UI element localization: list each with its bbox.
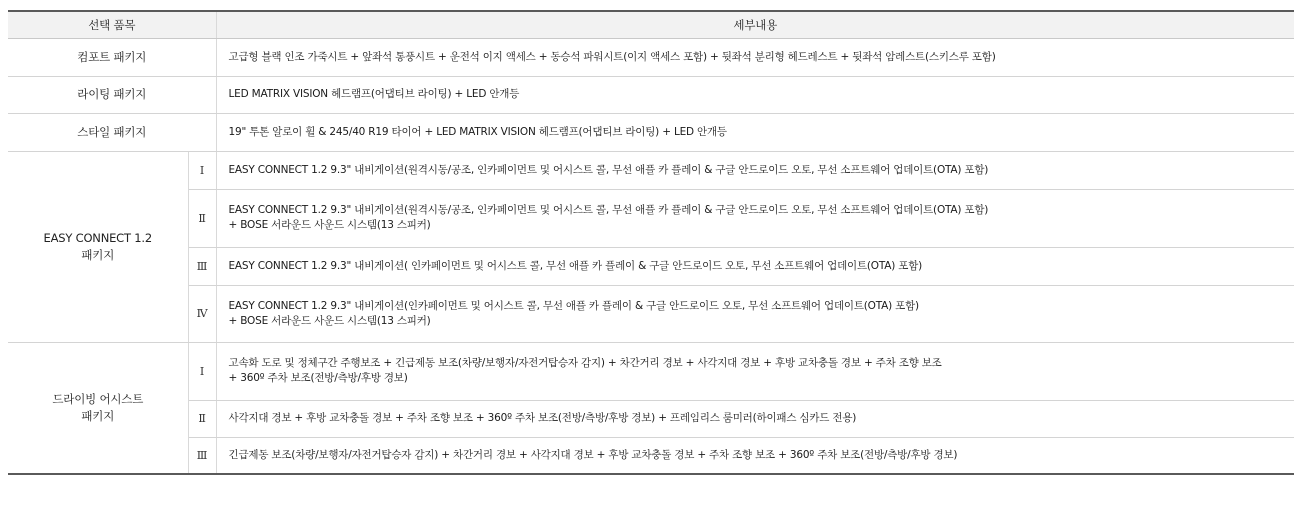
detail-line: + BOSE 서라운드 사운드 시스템(13 스피커): [228, 314, 431, 327]
detail-line: 긴급제동 보조(차량/보행자/자전거탑승자 감지) + 차간거리 경보 + 사각지대 경보 + 후방 교차충돌 경보 + 주차 조향 보조 + 360º 주차 보조(전방/측방/후방 경보): [228, 448, 958, 461]
option-detail: [216, 400, 1294, 437]
detail-line: 고속화 도로 및 정체구간 주행보조 + 긴급제동 보조(차량/보행자/자전거탑승자 감지) + 차간거리 경보 + 사각지대 경보 + 후방 교차충돌 경보 + 주차 조향 보조: [228, 357, 942, 369]
table-row-driving-assist-1: [8, 342, 1294, 400]
grade-label: Ⅱ: [188, 189, 216, 247]
table-header-row: [8, 11, 1294, 38]
table-row-easy-connect-3: [8, 247, 1294, 285]
grade-label: Ⅳ: [188, 285, 216, 342]
option-detail: [216, 151, 1294, 189]
detail-line: EASY CONNECT 1.2 9.3" 내비게이션(원격시동/공조, 인카페이먼트 및 어시스트 콜, 무선 애플 카 플레이 & 구글 안드로이드 오토, 무선 소프트웨어 업데이트(OTA) 포함): [228, 163, 989, 176]
table-row-style: [8, 113, 1294, 151]
option-detail: [216, 247, 1294, 285]
package-detail-lighting: LED MATRIX VISION 헤드램프(어댑티브 라이팅) + LED 안개등: [216, 76, 1294, 113]
detail-line: EASY CONNECT 1.2 9.3" 내비게이션(인카페이먼트 및 어시스트 콜, 무선 애플 카 플레이 & 구글 안드로이드 오토, 무선 소프트웨어 업데이트(OTA) 포함): [228, 299, 919, 312]
table-row-easy-connect-4: [8, 285, 1294, 342]
package-name-style: 스타일 패키지: [8, 113, 216, 151]
grade-label: Ⅲ: [188, 437, 216, 474]
package-detail-comfort: 고급형 블랙 인조 가죽시트 + 앞좌석 통풍시트 + 운전석 이지 액세스 + 동승석 파워시트(이지 액세스 포함) + 뒷좌석 분리형 헤드레스트 + 뒷좌석 암레스트(스키스루 포함): [216, 38, 1294, 76]
package-name-driving-assist: [8, 342, 188, 474]
detail-line: 사각지대 경보 + 후방 교차충돌 경보 + 주차 조향 보조 + 360º 주차 보조(전방/측방/후방 경보) + 프레임리스 룸미러(하이패스 심카드 전용): [228, 412, 857, 424]
header-detail-cell: 세부내용: [216, 11, 1294, 38]
table-row-lighting: [8, 76, 1294, 113]
grade-label: Ⅱ: [188, 400, 216, 437]
grade-label: Ⅰ: [188, 151, 216, 189]
package-name-lighting: 라이팅 패키지: [8, 76, 216, 113]
grade-label: Ⅲ: [188, 247, 216, 285]
detail-line: EASY CONNECT 1.2 9.3" 내비게이션(원격시동/공조, 인카페이먼트 및 어시스트 콜, 무선 애플 카 플레이 & 구글 안드로이드 오토, 무선 소프트웨어 업데이트(OTA) 포함): [228, 204, 989, 216]
package-name-line: 패키지: [81, 408, 115, 423]
option-detail: [216, 437, 1294, 474]
package-name-line: 드라이빙 어시스트: [52, 391, 144, 406]
option-detail: [216, 189, 1294, 247]
header-item-cell: 선택 품목: [8, 11, 216, 38]
package-name-easy-connect: [8, 151, 188, 342]
table-row-easy-connect-2: [8, 189, 1294, 247]
detail-line: + 360º 주차 보조(전방/측방/후방 경보): [228, 372, 408, 384]
table-row-driving-assist-3: [8, 437, 1294, 474]
detail-line: EASY CONNECT 1.2 9.3" 내비게이션( 인카페이먼트 및 어시스트 콜, 무선 애플 카 플레이 & 구글 안드로이드 오토, 무선 소프트웨어 업데이트(OTA) 포함): [228, 259, 923, 272]
package-name-line: 패키지: [81, 247, 115, 262]
package-options-table: [8, 10, 1294, 475]
package-detail-style: 19" 투톤 알로이 휠 & 245/40 R19 타이어 + LED MATRIX VISION 헤드램프(어댑티브 라이팅) + LED 안개등: [216, 113, 1294, 151]
detail-line: + BOSE 서라운드 사운드 시스템(13 스피커): [228, 219, 431, 231]
table-row-easy-connect-1: [8, 151, 1294, 189]
package-name-line: EASY CONNECT 1.2: [43, 230, 152, 245]
package-name-comfort: 컴포트 패키지: [8, 38, 216, 76]
grade-label: Ⅰ: [188, 342, 216, 400]
table-row-driving-assist-2: [8, 400, 1294, 437]
option-detail: [216, 285, 1294, 342]
table-row-comfort: [8, 38, 1294, 76]
option-detail: [216, 342, 1294, 400]
